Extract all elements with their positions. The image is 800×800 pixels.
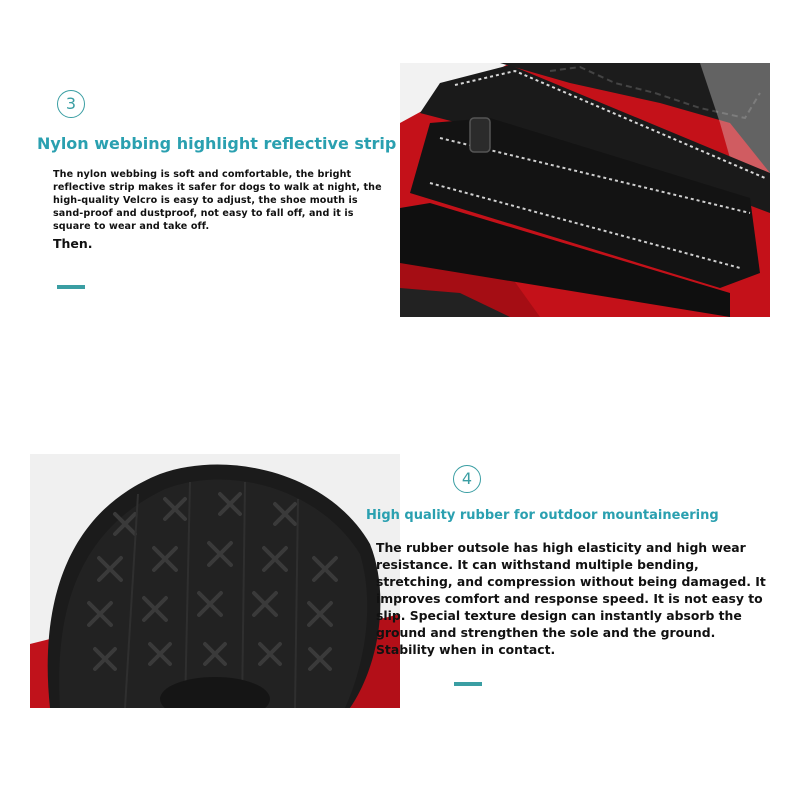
step-number-4: 4 [453,465,481,493]
section3-accent-bar [57,285,85,289]
section4-description: The rubber outsole has high elasticity and high wear resistance. It can withstand multiple bending, stretching, and compression without being damaged. It improves comfort and response speed. It is not easy to slip. Special texture design can instantly absorb the ground and strengthen the sole and the ground. Stability when in contact. [376,540,766,657]
rubber-sole-illustration [30,454,400,708]
section3-description: The nylon webbing is soft and comfortable, the bright reflective strip makes it safer for dogs to walk at night, the high-quality Velcro is easy to adjust, the shoe mouth is sand-proof and dustproof, not easy to fall off, and it is square to wear and take off. [53,169,382,232]
section3-heading: Nylon webbing highlight reflective strip [37,134,397,153]
reflective-strap-illustration [400,63,770,317]
section3-trailing-text: Then. [53,236,93,251]
section4-heading: High quality rubber for outdoor mountaineering [366,508,719,523]
step-number-3: 3 [57,90,85,118]
rubber-sole-photo [30,454,400,708]
reflective-strap-photo [400,63,770,317]
section4-accent-bar [454,682,482,686]
